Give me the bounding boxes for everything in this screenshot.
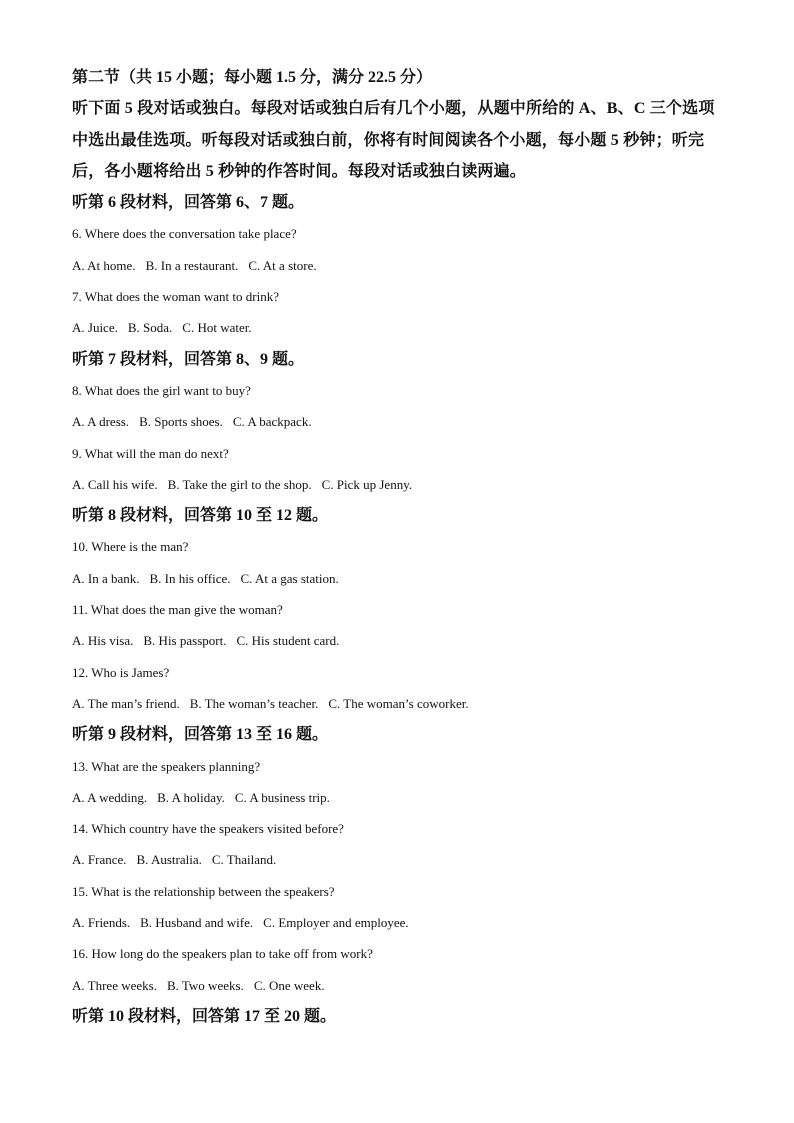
question-stem: 8. What does the girl want to buy?	[72, 382, 251, 398]
option: A. Three weeks.	[72, 977, 157, 993]
option: B. Take the girl to the shop.	[167, 476, 312, 492]
question-options	[72, 688, 722, 719]
instructions	[72, 93, 722, 187]
question-options	[72, 625, 722, 656]
instruction-line: 后，各小题将给出 5 秒钟的作答时间。每段对话或独白读两遍。	[72, 162, 527, 180]
question-options	[72, 312, 722, 343]
question-options	[72, 970, 722, 1001]
option: B. In a restaurant.	[145, 257, 239, 273]
option: C. One week.	[253, 977, 325, 993]
option: C. Thailand.	[211, 852, 277, 868]
question-options	[72, 250, 722, 281]
option: A. Friends.	[72, 915, 131, 931]
option: B. Husband and wife.	[140, 915, 254, 931]
option: B. A holiday.	[157, 789, 225, 805]
question-stem: 10. Where is the man?	[72, 539, 189, 555]
option: B. In his office.	[149, 570, 231, 586]
option: A. A wedding.	[72, 789, 148, 805]
question-options	[72, 563, 722, 594]
question-stem: 11. What does the man give the woman?	[72, 602, 283, 618]
option: B. His passport.	[143, 633, 227, 649]
question-stem: 14. Which country have the speakers visited before?	[72, 821, 344, 837]
option: A. His visa.	[72, 633, 134, 649]
option: A. Juice.	[72, 320, 118, 336]
option: C. His student card.	[236, 633, 340, 649]
option: B. The woman’s teacher.	[189, 695, 319, 711]
option: C. Pick up Jenny.	[321, 476, 413, 492]
option: A. The man’s friend.	[72, 695, 180, 711]
option: C. Employer and employee.	[263, 915, 409, 931]
option: A. France.	[72, 852, 127, 868]
group-heading: 听第 9 段材料，回答第 13 至 16 题。	[72, 726, 329, 744]
document-page	[72, 62, 722, 1032]
option: C. A backpack.	[232, 414, 312, 430]
section-title: 第二节（共 15 小题；每小题 1.5 分，满分 22.5 分）	[72, 69, 433, 86]
question-stem: 9. What will the man do next?	[72, 445, 229, 461]
instruction-line: 中选出最佳选项。听每段对话或独白前，你将有时间阅读各个小题，每小题 5 秒钟；听完	[72, 131, 705, 149]
option: B. Australia.	[136, 852, 202, 868]
group-heading: 听第 7 段材料，回答第 8、9 题。	[72, 350, 305, 368]
group-heading: 听第 6 段材料，回答第 6、7 题。	[72, 194, 305, 212]
option: A. At home.	[72, 257, 136, 273]
question-options	[72, 469, 722, 500]
option: C. The woman’s coworker.	[328, 695, 469, 711]
question-stem: 15. What is the relationship between the speakers?	[72, 883, 335, 899]
option: A. A dress.	[72, 414, 130, 430]
option: A. Call his wife.	[72, 476, 158, 492]
group-heading: 听第 10 段材料，回答第 17 至 20 题。	[72, 1007, 337, 1025]
question-stem: 13. What are the speakers planning?	[72, 758, 261, 774]
option: C. A business trip.	[234, 789, 330, 805]
option: C. At a gas station.	[240, 570, 339, 586]
option: A. In a bank.	[72, 570, 140, 586]
option: B. Two weeks.	[166, 977, 244, 993]
question-options	[72, 406, 722, 437]
instruction-line: 听下面 5 段对话或独白。每段对话或独白后有几个小题，从题中所给的 A、B、C 三个选项	[72, 100, 715, 118]
question-stem: 6. Where does the conversation take place?	[72, 226, 297, 242]
option: B. Soda.	[127, 320, 173, 336]
question-options	[72, 844, 722, 875]
question-stem: 16. How long do the speakers plan to take off from work?	[72, 946, 373, 962]
option: B. Sports shoes.	[139, 414, 223, 430]
question-stem: 7. What does the woman want to drink?	[72, 289, 279, 305]
option: C. At a store.	[248, 257, 317, 273]
question-stem: 12. Who is James?	[72, 664, 170, 680]
group-heading: 听第 8 段材料，回答第 10 至 12 题。	[72, 507, 329, 525]
question-options	[72, 907, 722, 938]
question-options	[72, 782, 722, 813]
option: C. Hot water.	[182, 320, 252, 336]
